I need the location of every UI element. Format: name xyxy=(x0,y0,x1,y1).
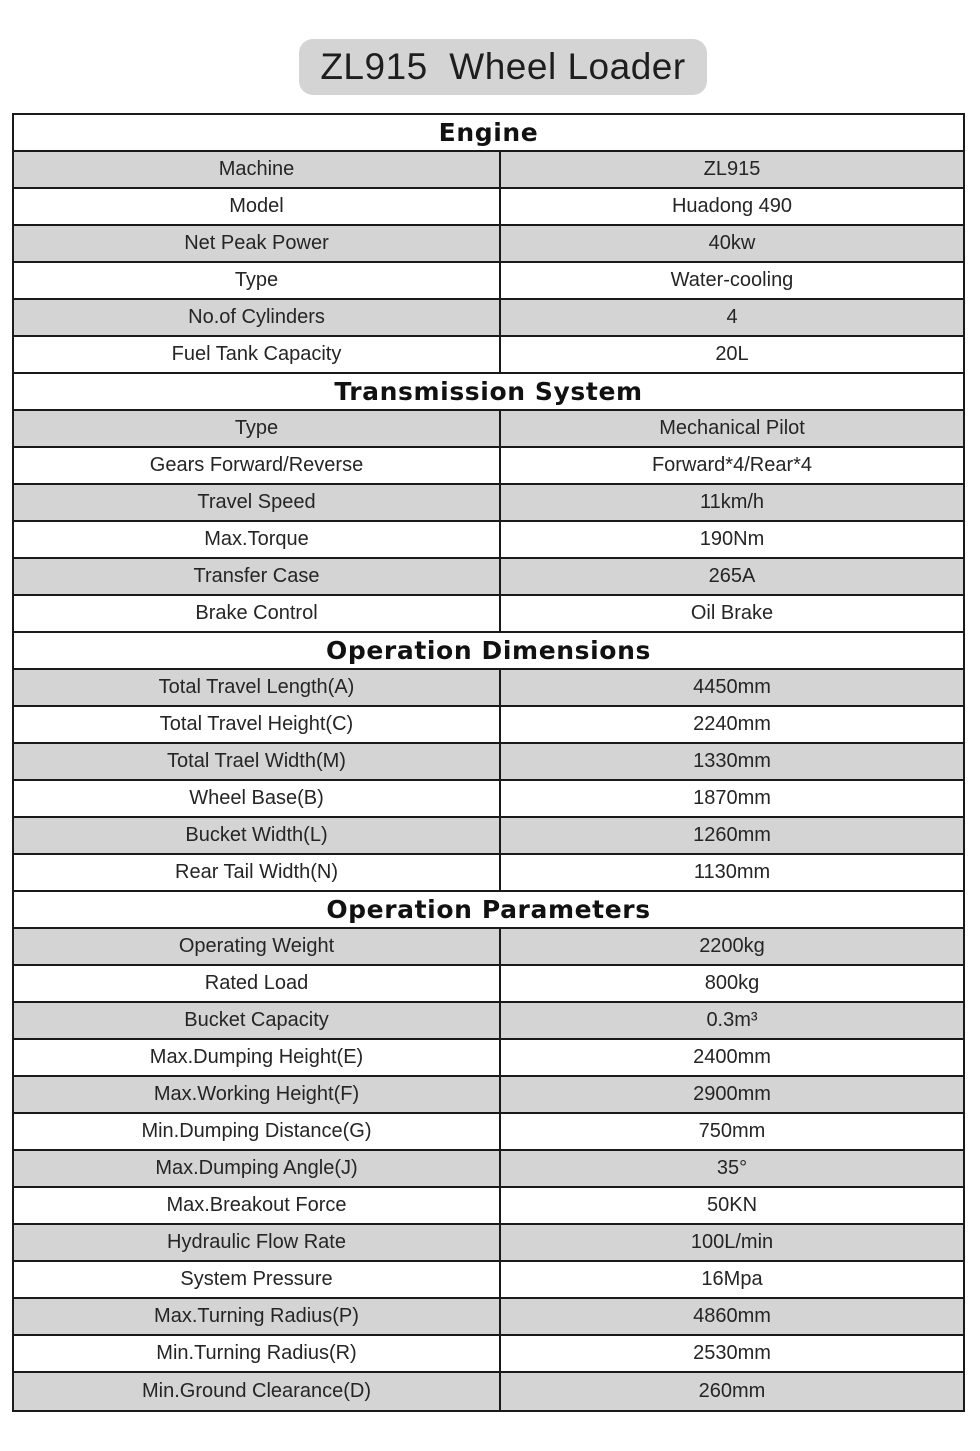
spec-label: Hydraulic Flow Rate xyxy=(14,1225,501,1260)
spec-value: 11km/h xyxy=(699,491,765,513)
spec-value: 1130mm xyxy=(693,861,771,883)
spec-value: Forward*4/Rear*4 xyxy=(651,454,813,476)
table-row xyxy=(14,189,963,226)
spec-label: Brake Control xyxy=(14,596,501,631)
table-row xyxy=(14,818,963,855)
spec-value: 20L xyxy=(715,343,749,365)
table-row xyxy=(14,1003,963,1040)
spec-label: Total Trael Width(M) xyxy=(14,744,501,779)
spec-label: Min.Ground Clearance(D) xyxy=(14,1373,501,1410)
spec-value: 35° xyxy=(716,1157,748,1179)
table-row xyxy=(14,1151,963,1188)
spec-label: Max.Working Height(F) xyxy=(14,1077,501,1112)
spec-label: Travel Speed xyxy=(14,485,501,520)
spec-label: Total Travel Height(C) xyxy=(14,707,501,742)
spec-value: 16Mpa xyxy=(701,1268,763,1290)
section-heading-parameters: Operation Parameters xyxy=(14,892,963,929)
spec-value: 2530mm xyxy=(693,1342,771,1364)
table-row xyxy=(14,522,963,559)
spec-label: Max.Dumping Angle(J) xyxy=(14,1151,501,1186)
spec-label: Transfer Case xyxy=(14,559,501,594)
spec-label: Net Peak Power xyxy=(14,226,501,261)
spec-label: Operating Weight xyxy=(14,929,501,964)
table-row xyxy=(14,300,963,337)
spec-value: Huadong 490 xyxy=(671,195,793,217)
table-row xyxy=(14,1188,963,1225)
spec-value: 40kw xyxy=(708,232,756,254)
spec-label: Bucket Width(L) xyxy=(14,818,501,853)
spec-label: Max.Torque xyxy=(14,522,501,557)
table-row xyxy=(14,1114,963,1151)
table-row xyxy=(14,448,963,485)
spec-label: Wheel Base(B) xyxy=(14,781,501,816)
table-row xyxy=(14,226,963,263)
section-heading-engine: Engine xyxy=(14,115,963,152)
spec-value: 100L/min xyxy=(690,1231,774,1253)
spec-label: Min.Dumping Distance(G) xyxy=(14,1114,501,1149)
spec-label: Rated Load xyxy=(14,966,501,1001)
spec-label: Total Travel Length(A) xyxy=(14,670,501,705)
spec-value: 265A xyxy=(708,565,756,587)
table-row xyxy=(14,670,963,707)
spec-table xyxy=(12,113,965,1412)
spec-value: 2400mm xyxy=(693,1046,771,1068)
table-row xyxy=(14,781,963,818)
spec-label: Max.Breakout Force xyxy=(14,1188,501,1223)
spec-value: 2200kg xyxy=(699,935,765,957)
spec-label: Min.Turning Radius(R) xyxy=(14,1336,501,1371)
table-row xyxy=(14,596,963,633)
spec-label: Max.Dumping Height(E) xyxy=(14,1040,501,1075)
spec-value: 4 xyxy=(726,306,738,328)
table-row xyxy=(14,1040,963,1077)
table-row xyxy=(14,559,963,596)
spec-value: 4860mm xyxy=(693,1305,771,1327)
spec-label: Max.Turning Radius(P) xyxy=(14,1299,501,1334)
spec-label: No.of Cylinders xyxy=(14,300,501,335)
spec-value: 0.3m³ xyxy=(706,1009,758,1031)
spec-value: 2900mm xyxy=(693,1083,771,1105)
table-row xyxy=(14,152,963,189)
spec-value: 1330mm xyxy=(693,750,771,772)
table-row xyxy=(14,855,963,892)
spec-value: 50KN xyxy=(706,1194,758,1216)
spec-value: Mechanical Pilot xyxy=(659,417,805,439)
section-heading-dimensions: Operation Dimensions xyxy=(14,633,963,670)
table-row xyxy=(14,411,963,448)
spec-value: 4450mm xyxy=(693,676,771,698)
table-row xyxy=(14,966,963,1003)
spec-value: 800kg xyxy=(704,972,760,994)
table-row xyxy=(14,1077,963,1114)
table-row xyxy=(14,929,963,966)
section-heading-transmission: Transmission System xyxy=(14,374,963,411)
spec-value: 1870mm xyxy=(693,787,771,809)
spec-label: Gears Forward/Reverse xyxy=(14,448,501,483)
table-row xyxy=(14,1373,963,1410)
spec-value: 190Nm xyxy=(699,528,765,550)
table-row xyxy=(14,263,963,300)
spec-label: Type xyxy=(14,263,501,298)
table-row xyxy=(14,744,963,781)
table-row xyxy=(14,1299,963,1336)
spec-label: Bucket Capacity xyxy=(14,1003,501,1038)
spec-label: Machine xyxy=(14,152,501,187)
page-title: ZL915 Wheel Loader xyxy=(299,39,707,95)
table-row xyxy=(14,485,963,522)
spec-value: ZL915 xyxy=(703,158,761,180)
spec-value: 260mm xyxy=(698,1380,766,1402)
spec-value: 1260mm xyxy=(693,824,771,846)
spec-label: Type xyxy=(14,411,501,446)
table-row xyxy=(14,707,963,744)
spec-value: 750mm xyxy=(698,1120,766,1142)
spec-label: Fuel Tank Capacity xyxy=(14,337,501,372)
spec-value: Oil Brake xyxy=(690,602,774,624)
spec-value: Water-cooling xyxy=(670,269,794,291)
spec-label: System Pressure xyxy=(14,1262,501,1297)
table-row xyxy=(14,337,963,374)
spec-label: Rear Tail Width(N) xyxy=(14,855,501,890)
spec-value: 2240mm xyxy=(693,713,771,735)
spec-label: Model xyxy=(14,189,501,224)
table-row xyxy=(14,1262,963,1299)
table-row xyxy=(14,1225,963,1262)
table-row xyxy=(14,1336,963,1373)
